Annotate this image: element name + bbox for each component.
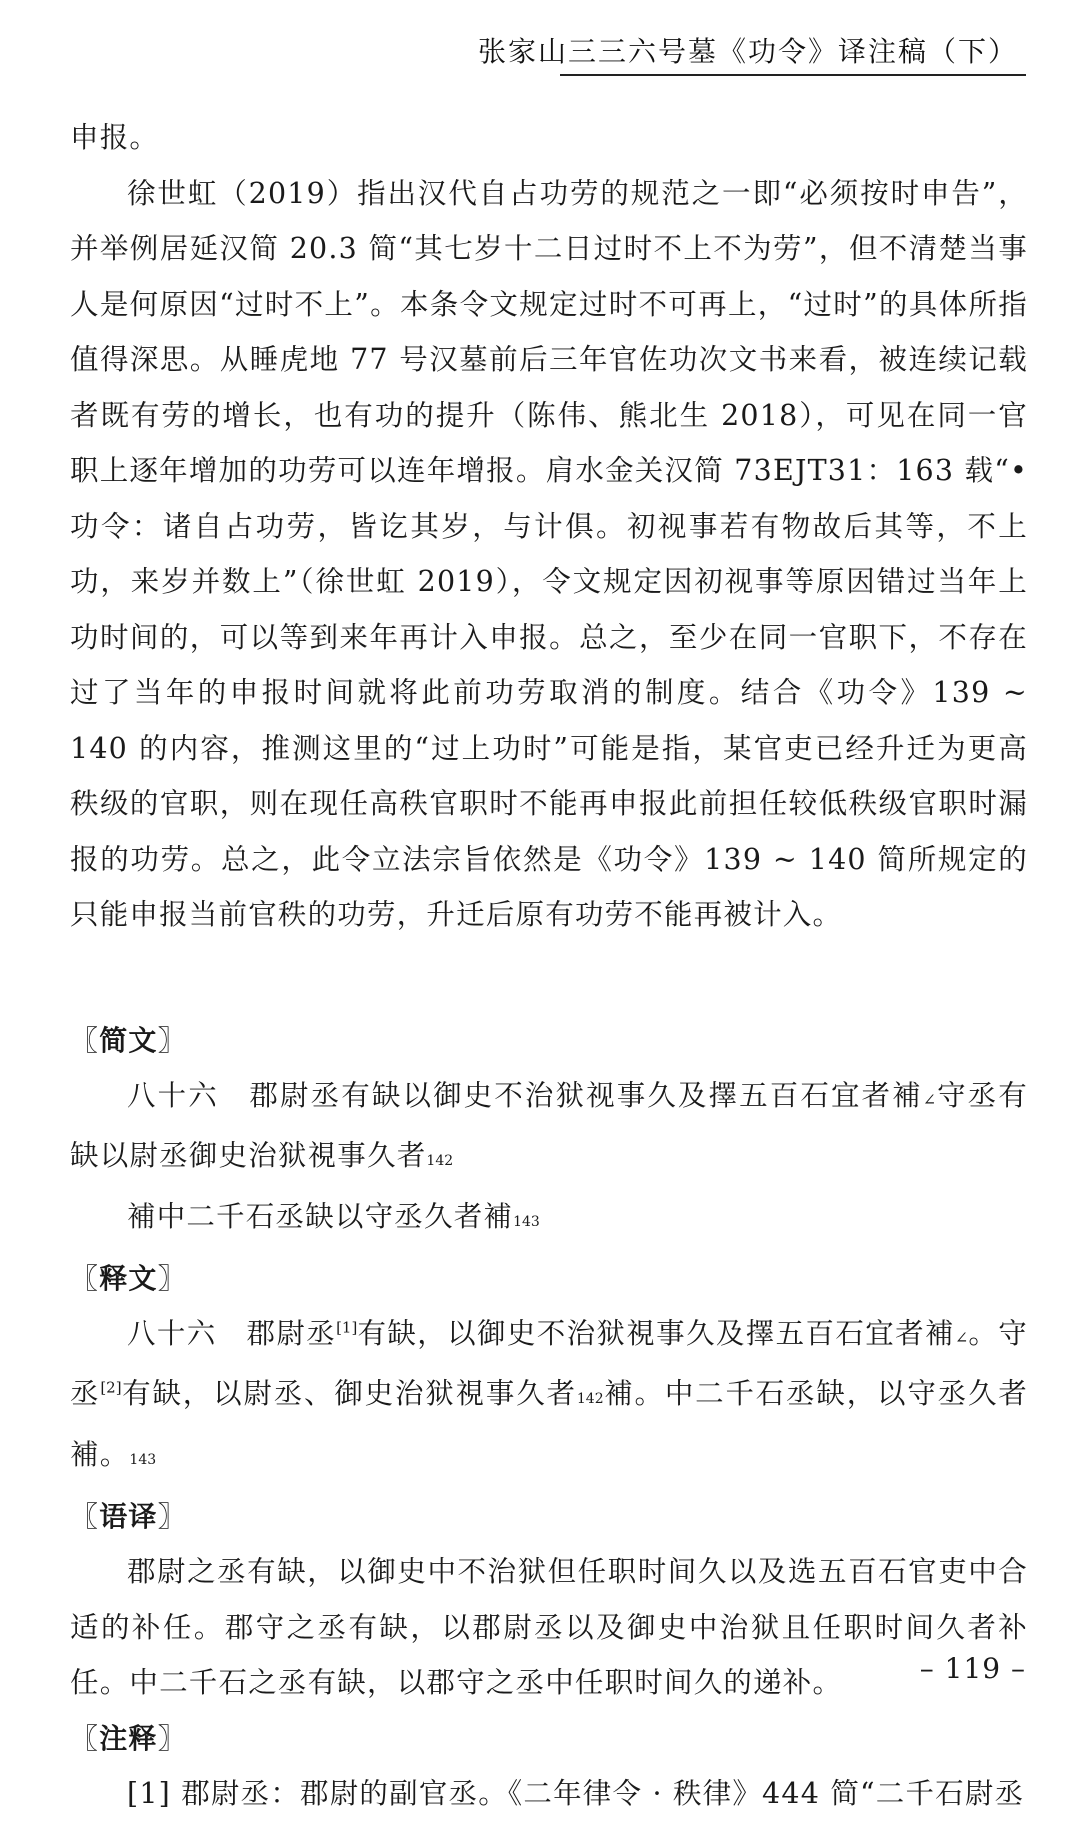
page-body xyxy=(70,110,1028,1822)
hook-mark: ∠ xyxy=(954,1328,969,1347)
page-number: – 119 – xyxy=(919,1652,1026,1685)
slip-number: 143 xyxy=(513,1214,540,1230)
section-heading-yuyi: 〖语译〗 xyxy=(70,1499,187,1533)
slip-text-143: 補中二千石丞缺以守丞久者補143 xyxy=(127,1200,540,1233)
section-spacer xyxy=(70,943,1028,1013)
footnote-ref-1: [1] xyxy=(336,1318,358,1337)
slip-number: 143 xyxy=(129,1452,157,1468)
slip-number: 142 xyxy=(576,1390,604,1407)
translation-paragraph: 郡尉之丞有缺，以御史中不治狱但任职时间久以及选五百石官吏中合适的补任。郡守之丞有缺，以郡尉丞以及御史中治狱且任职时间久者补任。中二千石之丞有缺，以郡守之丞中任职时间久的递补。 xyxy=(70,1555,1028,1699)
section-heading-zhushi: 〖注释〗 xyxy=(70,1721,187,1755)
running-header xyxy=(0,0,1080,86)
hook-mark: ∠ xyxy=(922,1090,937,1109)
slip-text-142: 八十六 郡尉丞有缺以御史不治狱视事久及擇五百石宜者補∠守丞有缺以尉丞御史治狱視事久者142 xyxy=(70,1079,1028,1172)
running-title: 张家山三三六号墓《功令》译注稿（下） xyxy=(477,35,1018,68)
annotation-1: [1] 郡尉丞：郡尉的副官丞。《二年律令 · 秩律》444 简“二千石尉丞 xyxy=(127,1777,1025,1810)
paragraph-commentary: 徐世虹（2019）指出汉代自占功劳的规范之一即“必须按时申告”，并举例居延汉简 20.3 简“其七岁十二日过时不上不为劳”，但不清楚当事人是何原因“过时不上”。本条令文规定过时不可再上，“过时”的具体所指值得深思。从睡虎地 77 号汉墓前后三年官佐功次文书来看，被连续记载者既有劳的增长，也有功的提升（陈伟、熊北生 2018），可见在同一官职上逐年增加的功劳可以连年增报。肩水金关汉简 73EJT31：163 载“• 功令：诸自占功劳，皆讫其岁，与计俱。初视事若有物故后其等，不上功，来岁并数上”（徐世虹 2019），令文规定因初视事等原因错过当年上功时间的，可以等到来年再计入申报。总之，至少在同一官职下，不存在过了当年的申报时间就将此前功劳取消的制度。结合《功令》139 ~ 140 的内容，推测这里的“过上功时”可能是指，某官吏已经升迁为更高秩级的官职，则在现任高秩官职时不能再申报此前担任较低秩级官职时漏报的功劳。总之，此令立法宗旨依然是《功令》139 ~ 140 简所规定的只能申报当前官秩的功劳，升迁后原有功劳不能再被计入。 xyxy=(70,176,1028,931)
slip-number: 142 xyxy=(426,1152,454,1169)
transcription-paragraph: 八十六 郡尉丞[1]有缺，以御史不治狱視事久及擇五百石宜者補∠。守丞[2]有缺，以尉丞、御史治狱視事久者142補。中二千石丞缺，以守丞久者補。143 xyxy=(70,1317,1028,1471)
section-heading-shiwen: 〖释文〗 xyxy=(70,1261,187,1295)
header-rule xyxy=(560,74,1026,76)
section-heading-jianwen: 〖简文〗 xyxy=(70,1023,187,1057)
footnote-ref-2: [2] xyxy=(100,1378,122,1396)
paragraph-continuation: 申报。 xyxy=(70,121,160,154)
